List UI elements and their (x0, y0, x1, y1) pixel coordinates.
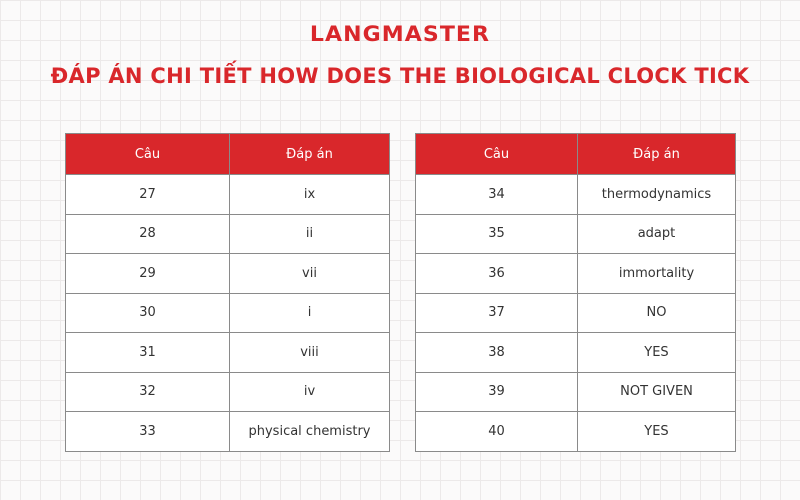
answer-cell: ix (230, 175, 390, 215)
answer-cell: YES (578, 333, 736, 373)
question-number: 30 (66, 293, 230, 333)
table-row (416, 412, 736, 452)
question-number: 32 (66, 372, 230, 412)
answer-cell: thermodynamics (578, 175, 736, 215)
table-row (416, 254, 736, 294)
answer-cell: immortality (578, 254, 736, 294)
question-number: 40 (416, 412, 578, 452)
brand-logo: LANGMASTER (309, 22, 491, 46)
table-row (66, 254, 390, 294)
answer-cell: viii (230, 333, 390, 373)
column-header-question: Câu (416, 134, 578, 175)
question-number: 31 (66, 333, 230, 373)
column-header-question: Câu (66, 134, 230, 175)
table-row (416, 214, 736, 254)
answer-cell: vii (230, 254, 390, 294)
table-header-row (66, 134, 390, 175)
answer-cell: NO (578, 293, 736, 333)
question-number: 34 (416, 175, 578, 215)
question-number: 35 (416, 214, 578, 254)
table-row (66, 175, 390, 215)
answer-cell: adapt (578, 214, 736, 254)
answer-table-left (65, 133, 390, 452)
answer-cell: physical chemistry (230, 412, 390, 452)
answer-cell: NOT GIVEN (578, 372, 736, 412)
table-row (416, 372, 736, 412)
question-number: 27 (66, 175, 230, 215)
question-number: 37 (416, 293, 578, 333)
answer-cell: YES (578, 412, 736, 452)
table-row (66, 293, 390, 333)
question-number: 38 (416, 333, 578, 373)
question-number: 33 (66, 412, 230, 452)
answer-cell: ii (230, 214, 390, 254)
table-row (66, 372, 390, 412)
page-title: ĐÁP ÁN CHI TIẾT HOW DOES THE BIOLOGICAL CLOCK TICK (50, 64, 750, 88)
table-row (66, 333, 390, 373)
table-row (66, 412, 390, 452)
answer-cell: i (230, 293, 390, 333)
table-row (416, 333, 736, 373)
column-header-answer: Đáp án (578, 134, 736, 175)
column-header-answer: Đáp án (230, 134, 390, 175)
answer-cell: iv (230, 372, 390, 412)
question-number: 36 (416, 254, 578, 294)
question-number: 39 (416, 372, 578, 412)
table-header-row (416, 134, 736, 175)
question-number: 28 (66, 214, 230, 254)
table-row (66, 214, 390, 254)
table-row (416, 175, 736, 215)
table-row (416, 293, 736, 333)
question-number: 29 (66, 254, 230, 294)
answer-table-right (415, 133, 736, 452)
